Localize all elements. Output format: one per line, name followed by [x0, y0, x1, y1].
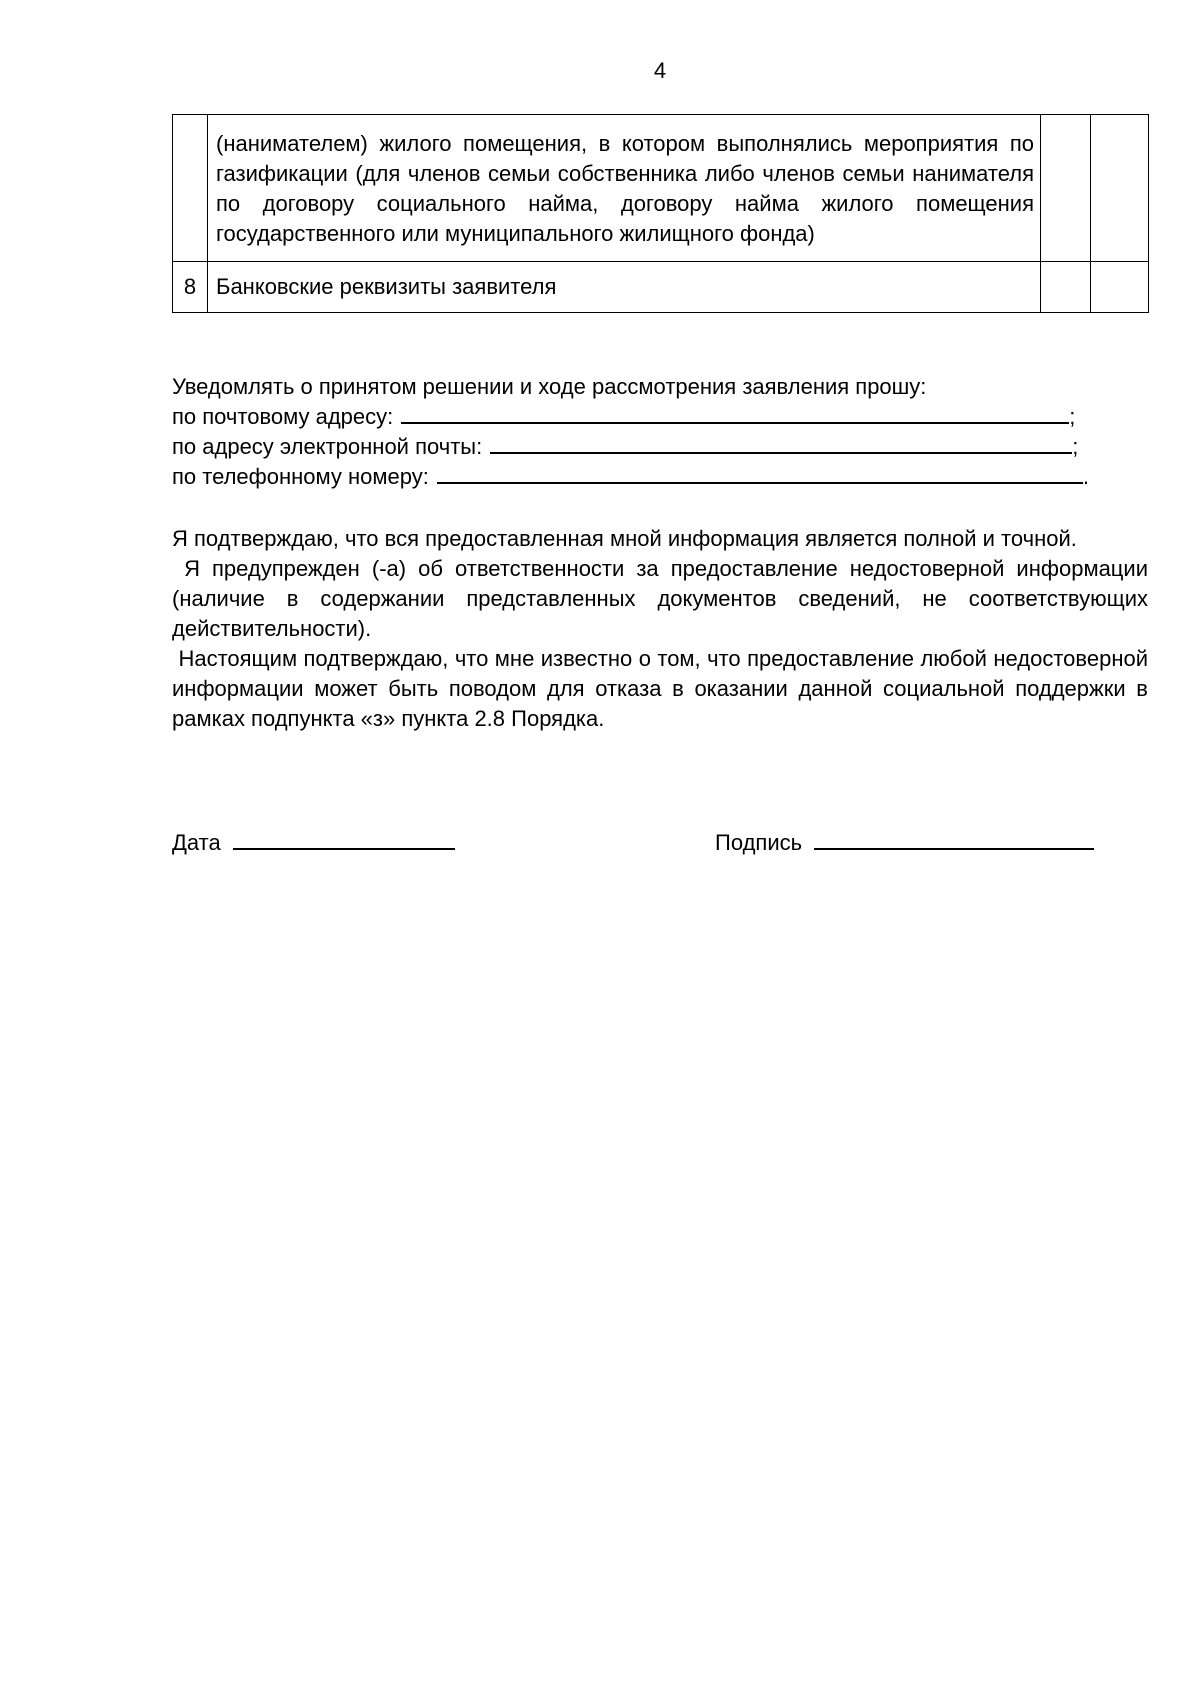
phone-label: по телефонному номеру: — [172, 464, 429, 489]
checkbox-cell[interactable] — [1091, 262, 1149, 313]
postal-address-row — [172, 402, 1162, 432]
signature-field[interactable] — [814, 828, 1094, 850]
checkbox-cell[interactable] — [1041, 115, 1091, 262]
row-description: (нанимателем) жилого помещения, в котором выполнялись мероприятия по газификации (для членов семьи собственника либо членов семьи нанимателя по договору социального найма, договору найма жилого помещения государственного или муниципального жилищного фонда) — [208, 115, 1041, 262]
date-label: Дата — [172, 830, 221, 855]
phone-end: . — [1082, 464, 1089, 489]
checkbox-cell[interactable] — [1041, 262, 1091, 313]
postal-address-field[interactable] — [401, 402, 1069, 424]
declaration-paragraph: Настоящим подтверждаю, что мне известно о том, что предоставление любой недостоверной информации может быть поводом для отказа в оказании данной социальной поддержки в рамках подпункта «з» пункта 2.8 Порядка. — [172, 646, 1155, 731]
row-description: Банковские реквизиты заявителя — [208, 262, 1041, 313]
notification-section — [172, 372, 1162, 492]
declaration-paragraph: Я подтверждаю, что вся предоставленная мной информация является полной и точной. — [172, 526, 1077, 551]
notification-intro: Уведомлять о принятом решении и ходе рассмотрения заявления прошу: — [172, 374, 927, 399]
email-field[interactable] — [490, 432, 1072, 454]
declaration-paragraph: Я предупрежден (-а) об ответственности за предоставление недостоверной информации (наличие в содержании представленных документов сведений, не соответствующих действительности). — [172, 556, 1155, 641]
declaration-section — [172, 524, 1155, 734]
signature-label: Подпись — [715, 830, 803, 855]
date-block — [172, 828, 455, 858]
phone-row — [172, 462, 1162, 492]
postal-address-end: ; — [1069, 404, 1076, 429]
phone-field[interactable] — [437, 462, 1083, 484]
row-number: 8 — [173, 262, 208, 313]
postal-address-label: по почтовому адресу: — [172, 404, 394, 429]
date-field[interactable] — [233, 828, 455, 850]
row-number — [173, 115, 208, 262]
table-row — [173, 262, 1149, 313]
table-row — [173, 115, 1149, 262]
email-row — [172, 432, 1162, 462]
checkbox-cell[interactable] — [1091, 115, 1149, 262]
page-number: 4 — [653, 58, 667, 83]
signature-block — [715, 828, 1094, 858]
documents-table — [172, 114, 1149, 313]
email-label: по адресу электронной почты: — [172, 434, 483, 459]
email-end: ; — [1072, 434, 1079, 459]
